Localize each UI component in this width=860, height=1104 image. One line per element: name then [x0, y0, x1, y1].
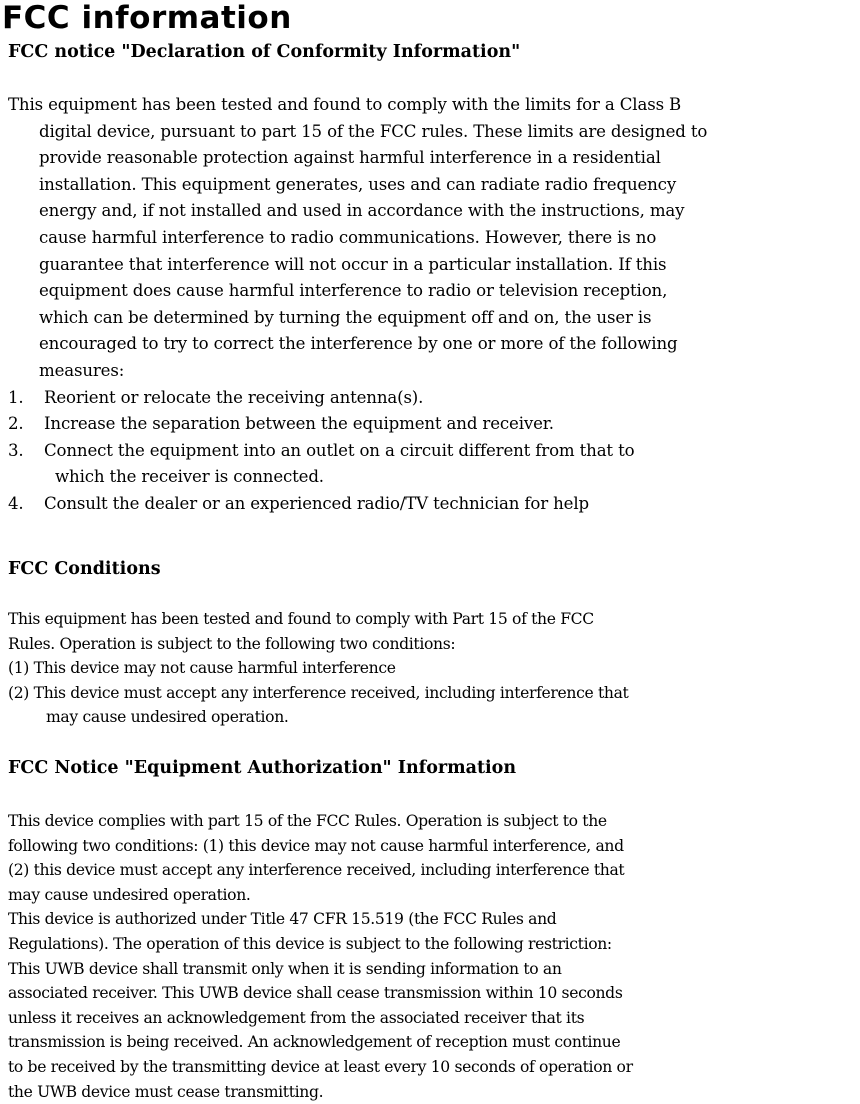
paragraph-line: This device complies with part 15 of the FCC Rules. Operation is subject to the [8, 812, 607, 830]
paragraph-line: provide reasonable protection against harmful interference in a residential [39, 148, 661, 168]
section-heading-conditions: FCC Conditions [8, 559, 161, 579]
paragraph-line: may cause undesired operation. [8, 885, 251, 904]
paragraph-line: (1) This device may not cause harmful interference [8, 659, 396, 678]
list-item [8, 411, 707, 438]
list-number: 2. [8, 414, 24, 434]
list-item [8, 491, 707, 518]
paragraph-line: unless it receives an acknowledgement from the associated receiver that its [8, 1008, 585, 1027]
paragraph-line: which can be determined by turning the equipment off and on, the user is [39, 307, 652, 327]
list-item-continuation: which the receiver is connected. [55, 467, 324, 487]
list-text: Reorient or relocate the receiving antenna(s). [44, 387, 424, 407]
paragraph-line: This device is authorized under Title 47 CFR 15.519 (the FCC Rules and [8, 910, 557, 929]
paragraph-line: Regulations). The operation of this device is subject to the following restriction: [8, 934, 612, 953]
paragraph-line: digital device, pursuant to part 15 of the FCC rules. These limits are designed to [39, 121, 708, 141]
section-heading-authorization: FCC Notice "Equipment Authorization" Information [8, 758, 517, 778]
paragraph-line: measures: [39, 360, 125, 380]
paragraph-line: This equipment has been tested and found to comply with the limits for a Class B [8, 95, 682, 114]
paragraph-line: This equipment has been tested and found to comply with Part 15 of the FCC [8, 610, 594, 628]
paragraph-line: to be received by the transmitting device at least every 10 seconds of operation or [8, 1057, 633, 1076]
authorization-body [8, 809, 633, 1104]
paragraph-line: transmission is being received. An acknowledgement of reception must continue [8, 1033, 621, 1052]
paragraph-line: energy and, if not installed and used in accordance with the instructions, may [39, 201, 685, 221]
conditions-body [8, 607, 628, 730]
section-heading-declaration: FCC notice "Declaration of Conformity Information" [8, 42, 521, 62]
paragraph-line: (2) this device must accept any interference received, including interference that [8, 861, 625, 880]
paragraph-line: (2) This device must accept any interference received, including interference that [8, 683, 629, 702]
list-item [8, 385, 707, 412]
paragraph-line: following two conditions: (1) this device may not cause harmful interference, and [8, 836, 624, 855]
paragraph-line: the UWB device must cease transmitting. [8, 1082, 324, 1101]
paragraph-line: associated receiver. This UWB device shall cease transmission within 10 seconds [8, 984, 623, 1003]
list-number: 4. [8, 493, 24, 513]
paragraph-line: cause harmful interference to radio communications. However, there is no [39, 227, 657, 247]
page-title: FCC information [2, 0, 292, 36]
list-text: Connect the equipment into an outlet on a circuit different from that to [44, 440, 635, 460]
paragraph-line: This UWB device shall transmit only when it is sending information to an [8, 959, 562, 978]
list-text: Consult the dealer or an experienced radio/TV technician for help [44, 493, 589, 513]
declaration-body [8, 92, 707, 518]
list-number: 1. [8, 387, 24, 407]
list-text: Increase the separation between the equipment and receiver. [44, 414, 554, 434]
list-number: 3. [8, 440, 24, 460]
paragraph-line: encouraged to try to correct the interference by one or more of the following [39, 334, 678, 354]
paragraph-line: equipment does cause harmful interference to radio or television reception, [39, 281, 668, 301]
paragraph-line: may cause undesired operation. [46, 708, 289, 727]
paragraph-line: guarantee that interference will not occur in a particular installation. If this [39, 254, 667, 274]
paragraph-line: installation. This equipment generates, uses and can radiate radio frequency [39, 174, 677, 194]
paragraph-line: Rules. Operation is subject to the following two conditions: [8, 634, 456, 653]
list-item [8, 438, 707, 465]
